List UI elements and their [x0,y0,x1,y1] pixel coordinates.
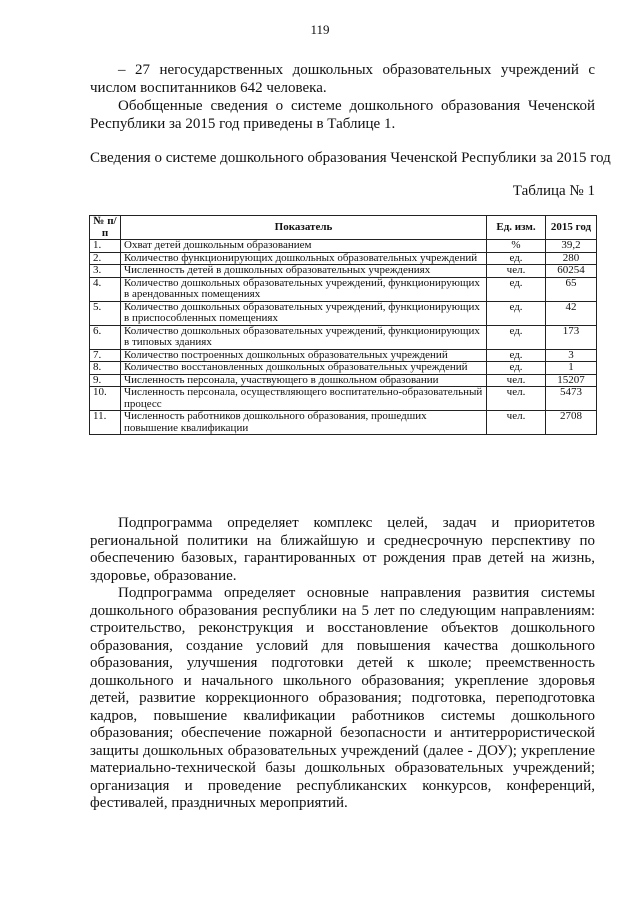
row-value: 173 [546,325,597,349]
intro-paragraph-2: Обобщенные сведения о системе дошкольного образования Чеченской Республики за 2015 год приведены в Таблице 1. [90,98,595,132]
table-row [90,387,597,411]
table-header-row [90,216,597,240]
header-unit: Ед. изм. [487,216,546,240]
table-row [90,277,597,301]
header-year: 2015 год [546,216,597,240]
row-num: 8. [90,362,121,375]
row-value: 2708 [546,411,597,435]
table-row [90,349,597,362]
row-indicator: Количество восстановленных дошкольных образовательных учреждений [121,362,487,375]
row-value: 15207 [546,374,597,387]
row-value: 280 [546,252,597,265]
row-unit: ед. [487,277,546,301]
row-num: 6. [90,325,121,349]
row-unit: чел. [487,374,546,387]
intro-paragraph-1: – 27 негосударственных дошкольных образовательных учреждений с числом воспитанников 642 человека. [90,62,595,96]
row-num: 4. [90,277,121,301]
row-indicator: Количество построенных дошкольных образовательных учреждений [121,349,487,362]
header-num: № п/п [90,216,121,240]
row-num: 5. [90,301,121,325]
row-indicator: Численность персонала, участвующего в дошкольном образовании [121,374,487,387]
row-unit: чел. [487,387,546,411]
row-indicator: Количество дошкольных образовательных учреждений, функционирующих в арендованных помещениях [121,277,487,301]
row-indicator: Численность персонала, осуществляющего воспитательно-образовательный процесс [121,387,487,411]
row-indicator: Количество дошкольных образовательных учреждений, функционирующих в типовых зданиях [121,325,487,349]
row-indicator: Численность работников дошкольного образования, прошедших повышение квалификации [121,411,487,435]
row-value: 42 [546,301,597,325]
row-indicator: Количество функционирующих дошкольных образовательных учреждений [121,252,487,265]
row-indicator: Количество дошкольных образовательных учреждений, функционирующих в приспособленных помещениях [121,301,487,325]
data-table [89,215,597,435]
row-num: 7. [90,349,121,362]
row-indicator: Численность детей в дошкольных образовательных учреждениях [121,265,487,278]
row-unit: ед. [487,252,546,265]
table-row [90,362,597,375]
row-unit: ед. [487,362,546,375]
table-row [90,240,597,253]
row-unit: чел. [487,411,546,435]
row-num: 3. [90,265,121,278]
row-num: 2. [90,252,121,265]
row-unit: % [487,240,546,253]
row-unit: ед. [487,301,546,325]
row-unit: ед. [487,349,546,362]
table-row [90,374,597,387]
row-unit: чел. [487,265,546,278]
row-num: 9. [90,374,121,387]
row-value: 5473 [546,387,597,411]
row-value: 65 [546,277,597,301]
table-label: Таблица № 1 [512,183,595,199]
table-body [90,240,597,435]
table-row [90,301,597,325]
table-row [90,265,597,278]
body-paragraph-2: Подпрограмма определяет основные направления развития системы дошкольного образования республики на 5 лет по следующим направлениям: строительство, реконструкция и восстановление объектов дошкольного образования, создание условий для повышения качества дошкольного образования, улучшения подготовки детей к школе; преемственность дошкольного и начального школьного образования; укрепление здоровья детей, развитие коррекционного образования; подготовка, переподготовка кадров, повышение квалификации работников системы дошкольного образования; обеспечение пожарной безопасности и антитеррористической защиты дошкольных образовательных учреждений (далее - ДОУ); укрепление материально-технической базы дошкольных образовательных учреждений; организация и проведение республиканских конкурсов, конференций, фестивалей, праздничных мероприятий. [90,585,595,811]
row-value: 3 [546,349,597,362]
row-num: 1. [90,240,121,253]
table-heading: Сведения о системе дошкольного образования Чеченской Республики за 2015 год [90,150,611,166]
table-row [90,411,597,435]
table-row [90,252,597,265]
row-value: 60254 [546,265,597,278]
table-row [90,325,597,349]
row-value: 1 [546,362,597,375]
row-value: 39,2 [546,240,597,253]
row-num: 10. [90,387,121,411]
row-num: 11. [90,411,121,435]
row-unit: ед. [487,325,546,349]
row-indicator: Охват детей дошкольным образованием [121,240,487,253]
body-paragraph-1: Подпрограмма определяет комплекс целей, задач и приоритетов региональной политики на ближайшую и среднесрочную перспективу по обеспечению базовых, гарантированных от рождения прав детей на жизнь, здоровье, образование. [90,515,595,584]
header-indicator: Показатель [121,216,487,240]
page-number: 119 [310,22,330,37]
